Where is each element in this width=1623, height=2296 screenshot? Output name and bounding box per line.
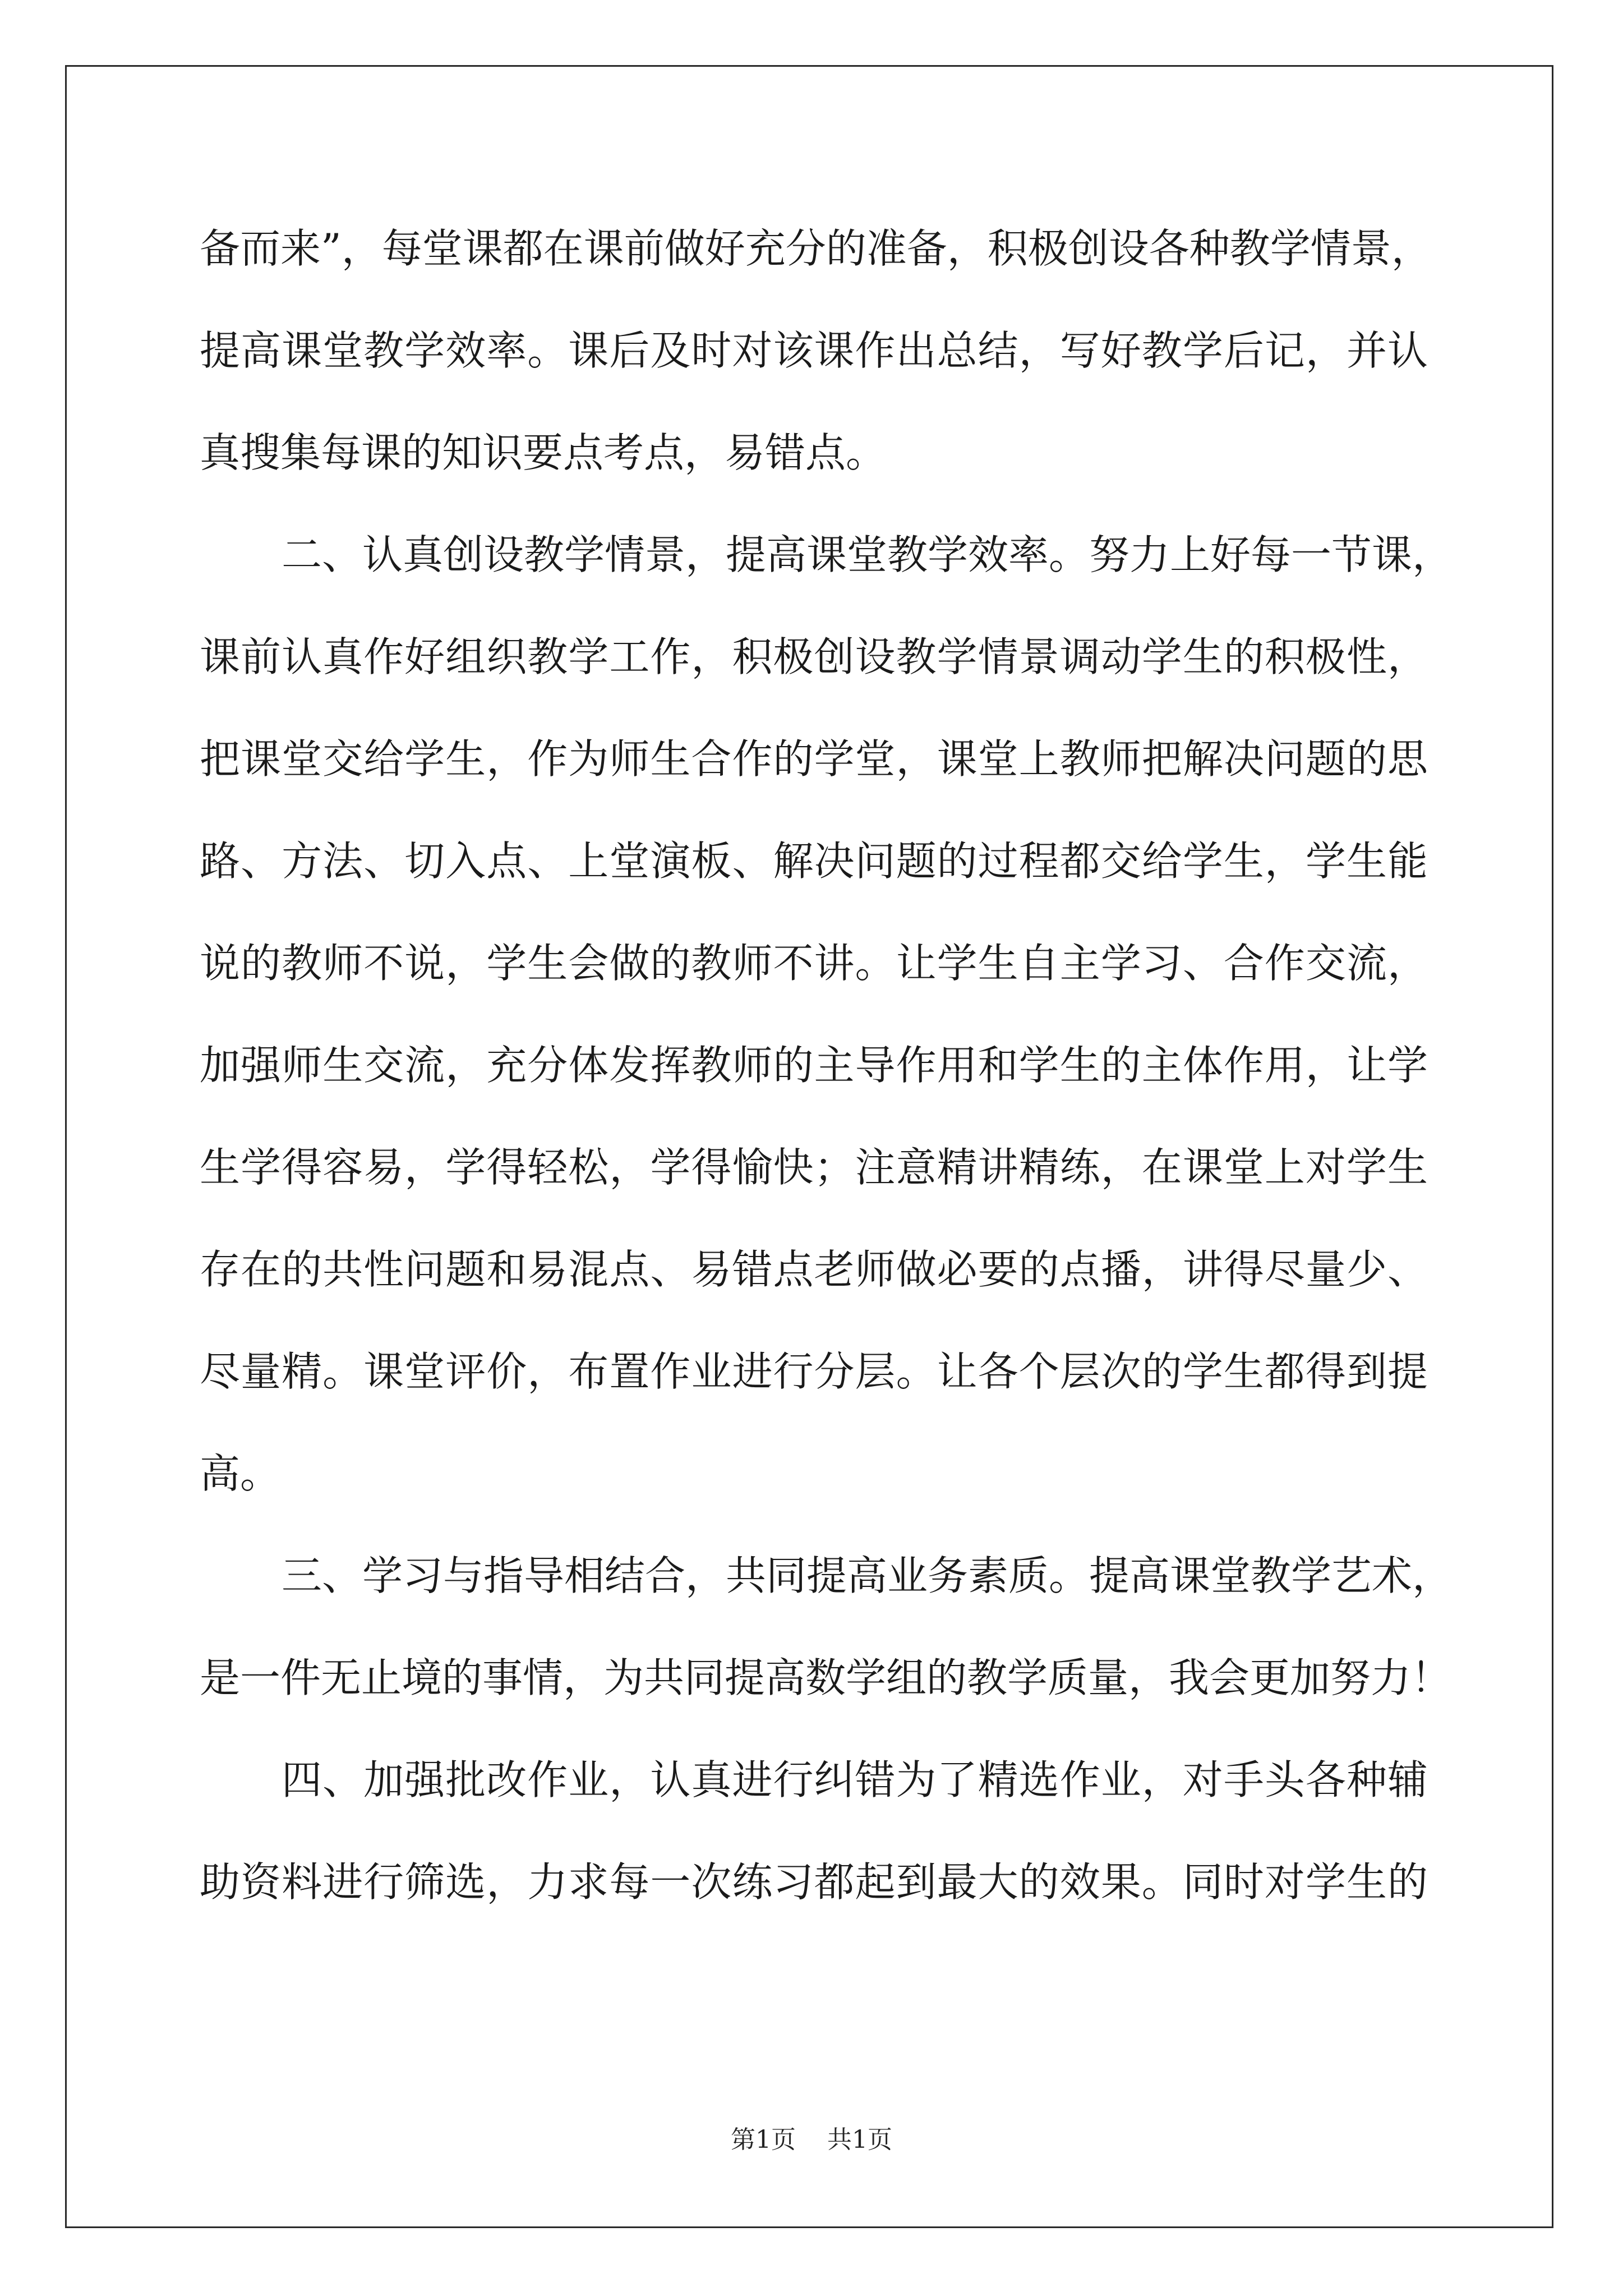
text-line: 课前认真作好组织教学工作，积极创设教学情景调动学生的积极性， [200,633,1428,680]
text-line: 提高课堂教学效率。课后及时对该课作出总结，写好教学后记，并认 [200,327,1428,374]
text-line: 说的教师不说，学生会做的教师不讲。让学生自主学习、合作交流， [200,940,1428,987]
text-line: 存在的共性问题和易混点、易错点老师做必要的点播，讲得尽量少、 [200,1246,1428,1293]
text-line: 是一件无止境的事情，为共同提高数学组的教学质量，我会更加努力！ [200,1654,1452,1701]
text-line: 加强师生交流，充分体发挥教师的主导作用和学生的主体作用，让学 [200,1042,1428,1089]
page-total: 共1页 [827,2125,892,2154]
document-body [200,197,1453,1933]
paragraph-start-line: 四、加强批改作业，认真进行纠错为了精选作业，对手头各种辅 [282,1756,1428,1803]
text-line: 路、方法、切入点、上堂演板、解决问题的过程都交给学生，学生能 [200,838,1428,885]
page-footer [0,2119,1623,2155]
text-line: 备而来”，每堂课都在课前做好充分的准备，积极创设各种教学情景， [200,225,1432,272]
paragraph-start-line: 三、学习与指导相结合，共同提高业务素质。提高课堂教学艺术， [282,1552,1453,1599]
page-number: 第1页 [731,2125,796,2154]
text-line: 把课堂交给学生，作为师生合作的学堂，课堂上教师把解决问题的思 [200,735,1428,783]
text-line: 尽量精。课堂评价，布置作业进行分层。让各个层次的学生都得到提 [200,1348,1428,1395]
text-line: 高。 [200,1450,281,1497]
text-line: 真搜集每课的知识要点考点，易错点。 [200,429,887,476]
text-line: 助资料进行筛选，力求每一次练习都起到最大的效果。同时对学生的 [200,1858,1428,1906]
text-line: 生学得容易，学得轻松，学得愉快；注意精讲精练，在课堂上对学生 [200,1144,1428,1191]
paragraph-start-line: 二、认真创设教学情景，提高课堂教学效率。努力上好每一节课， [282,531,1453,578]
